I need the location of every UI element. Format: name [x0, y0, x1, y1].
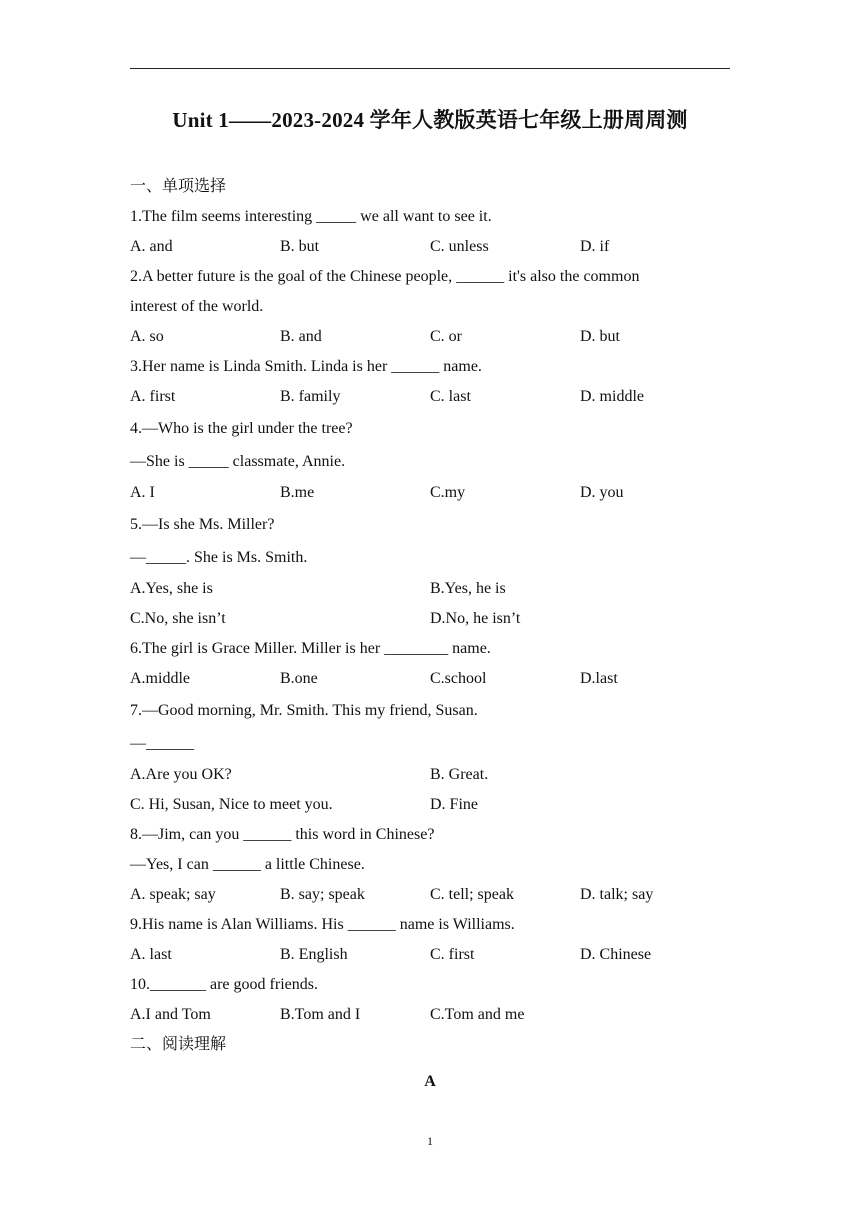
- question-5-options-row1: [130, 574, 730, 604]
- option-d: D. talk; say: [580, 886, 654, 903]
- question-1-options: [130, 232, 730, 262]
- header-rule: [130, 68, 730, 69]
- exam-content: [130, 172, 730, 1060]
- option-b: B.me: [280, 484, 315, 501]
- option-d: D.No, he isn’t: [430, 610, 521, 627]
- option-a: A.Yes, she is: [130, 580, 213, 597]
- question-10-stem: 10._______ are good friends.: [130, 976, 318, 993]
- question-7-stem: 7.—Good morning, Mr. Smith. This my friend, Susan.: [130, 702, 478, 719]
- option-b: B.Yes, he is: [430, 580, 506, 597]
- option-d: D. you: [580, 484, 624, 501]
- option-b: B.Tom and I: [280, 1006, 361, 1023]
- question-2-stem: 2.A better future is the goal of the Chinese people, ______ it's also the common: [130, 268, 640, 285]
- passage-label: A: [424, 1073, 436, 1090]
- option-c: C. Hi, Susan, Nice to meet you.: [130, 796, 333, 813]
- question-4-options: [130, 478, 730, 508]
- option-d: D. but: [580, 328, 620, 345]
- question-7-response: —______: [130, 735, 194, 752]
- option-a: A. first: [130, 388, 176, 405]
- option-d: D.last: [580, 670, 618, 687]
- question-10-options: [130, 1000, 730, 1030]
- option-b: B. but: [280, 238, 320, 255]
- section-heading-reading: 二、阅读理解: [130, 1036, 227, 1053]
- question-4-stem: 4.—Who is the girl under the tree?: [130, 420, 353, 437]
- section-heading-choice: 一、单项选择: [130, 178, 227, 195]
- question-8-stem: 8.—Jim, can you ______ this word in Chinese?: [130, 826, 435, 843]
- question-3-options: [130, 382, 730, 412]
- option-a: A. so: [130, 328, 164, 345]
- option-b: B. Great.: [430, 766, 489, 783]
- option-b: B. say; speak: [280, 886, 365, 903]
- option-c: C. last: [430, 388, 471, 405]
- option-a: A. last: [130, 946, 172, 963]
- option-c: C.my: [430, 484, 466, 501]
- option-c: C. or: [430, 328, 462, 345]
- question-4-response: —She is _____ classmate, Annie.: [130, 453, 346, 470]
- option-c: C. first: [430, 946, 475, 963]
- question-8-options: [130, 880, 730, 910]
- question-6-options: [130, 664, 730, 694]
- question-9-stem: 9.His name is Alan Williams. His ______ name is Williams.: [130, 916, 515, 933]
- question-8-response: —Yes, I can ______ a little Chinese.: [130, 856, 365, 873]
- option-c: C.school: [430, 670, 487, 687]
- page-title: Unit 1——2023-2024 学年人教版英语七年级上册周周测: [172, 108, 688, 132]
- option-a: A.middle: [130, 670, 190, 687]
- page-number: 1: [427, 1134, 433, 1148]
- option-a: A. and: [130, 238, 173, 255]
- question-2-stem-continued: interest of the world.: [130, 298, 264, 315]
- question-2-options: [130, 322, 730, 352]
- option-b: B. English: [280, 946, 348, 963]
- question-7-options-row1: [130, 760, 730, 790]
- option-d: D. middle: [580, 388, 644, 405]
- option-d: D. Fine: [430, 796, 478, 813]
- option-b: B. family: [280, 388, 341, 405]
- question-3-stem: 3.Her name is Linda Smith. Linda is her ______ name.: [130, 358, 482, 375]
- option-c: C. tell; speak: [430, 886, 514, 903]
- option-a: A. speak; say: [130, 886, 216, 903]
- option-c: C.No, she isn’t: [130, 610, 226, 627]
- question-5-stem: 5.—Is she Ms. Miller?: [130, 516, 275, 533]
- question-1-stem: 1.The film seems interesting _____ we all want to see it.: [130, 208, 492, 225]
- question-7-options-row2: [130, 790, 730, 820]
- question-5-options-row2: [130, 604, 730, 634]
- option-b: B. and: [280, 328, 322, 345]
- question-6-stem: 6.The girl is Grace Miller. Miller is her ________ name.: [130, 640, 491, 657]
- option-c: C.Tom and me: [430, 1006, 525, 1023]
- option-c: C. unless: [430, 238, 489, 255]
- option-a: A.I and Tom: [130, 1006, 211, 1023]
- question-9-options: [130, 940, 730, 970]
- option-d: D. if: [580, 238, 610, 255]
- question-5-response: —_____. She is Ms. Smith.: [130, 549, 308, 566]
- option-b: B.one: [280, 670, 318, 687]
- option-a: A.Are you OK?: [130, 766, 232, 783]
- option-a: A. I: [130, 484, 155, 501]
- option-d: D. Chinese: [580, 946, 652, 963]
